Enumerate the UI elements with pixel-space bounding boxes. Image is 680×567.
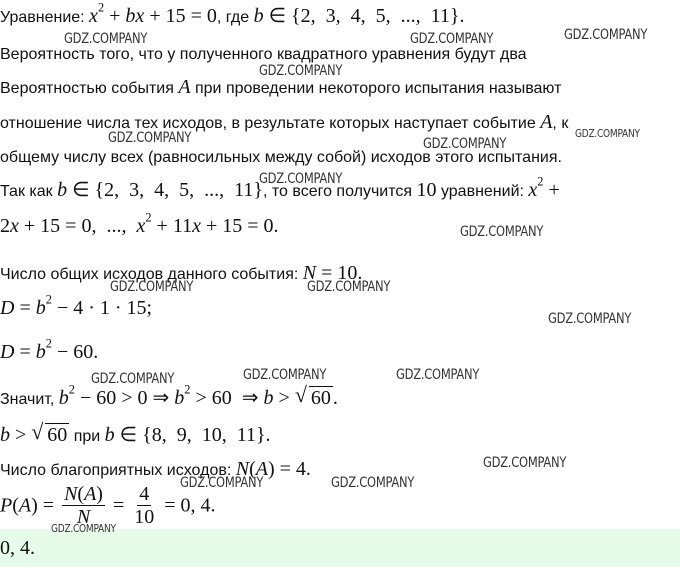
- ten-value: 10: [416, 179, 437, 201]
- probability-fraction: $\frac{N(A)}{N}$: [64, 483, 103, 528]
- b-set-formula: b ∈ {2, 3, 4, 5, ..., 11}.: [253, 5, 465, 27]
- total-outcomes-label: Число общих исходов данного события:: [0, 266, 303, 283]
- watermark: GDZ.COMPANY: [483, 455, 567, 471]
- watermark: GDZ.COMPANY: [410, 31, 494, 47]
- b-greater-sqrt: b > √ 60: [0, 419, 68, 446]
- watermark: GDZ.COMPANY: [110, 279, 194, 295]
- first-equation: $x^2$ +: [528, 174, 560, 201]
- discriminant-formula: $D = b^2 - 4 \cdot 1 \cdot 15$;: [0, 292, 153, 319]
- probability-formula: P(A) = $\frac{N(A)}{N}$ = $\frac{4}{10}$ = 0, 4.: [0, 483, 216, 528]
- watermark: GDZ.COMPANY: [564, 27, 648, 43]
- watermark: GDZ.COMPANY: [91, 371, 175, 387]
- watermark: GDZ.COMPANY: [64, 31, 148, 47]
- b-set-formula-2: b ∈ {2, 3, 4, 5, ..., 11}: [57, 179, 263, 201]
- probability-question-line: Вероятность того, что у полученного квадратного уравнения будут два: [0, 46, 527, 63]
- valid-b-line: [0, 419, 271, 447]
- watermark: GDZ.COMPANY: [243, 367, 327, 383]
- definition-text-2b: , к: [552, 115, 569, 132]
- definition-line-3: общему числу всех (равносильных между собой) исходов этого испытания.: [0, 149, 562, 166]
- n-equals-10: N = 10.: [302, 262, 363, 284]
- watermark: GDZ.COMPANY: [259, 171, 343, 187]
- watermark: GDZ.COMPANY: [259, 63, 343, 79]
- favorable-outcomes-label: Число благоприятных исходов:: [0, 462, 236, 479]
- watermark: GDZ.COMPANY: [575, 127, 640, 140]
- hence-label: Значит,: [0, 391, 59, 408]
- event-a-symbol-2: A: [540, 111, 553, 133]
- watermark: GDZ.COMPANY: [460, 224, 544, 240]
- inequality-line: [0, 382, 338, 410]
- n-a-equals-4: N(A) = 4.: [235, 458, 311, 480]
- at-label: при: [69, 428, 105, 445]
- since-label: Так как: [0, 183, 58, 200]
- valid-b-set: b ∈ {8, 9, 10, 11}.: [104, 424, 271, 446]
- definition-line-2: [0, 112, 568, 134]
- watermark: GDZ.COMPANY: [423, 136, 507, 152]
- definition-text-1b: при проведении некоторого испытания называют: [190, 80, 562, 97]
- favorable-outcomes-line: [0, 459, 311, 481]
- discriminant-simplified: $D = b^2 - 60$.: [0, 336, 99, 363]
- event-a-symbol: A: [178, 76, 191, 98]
- watermark: GDZ.COMPANY: [396, 367, 480, 383]
- equation-label: Уравнение:: [0, 9, 90, 26]
- numeric-fraction: $\frac{4}{10}$: [134, 483, 155, 528]
- inequality-formula: $b^2 - 60 > 0$ ⇒ $b^2 > 60$ ⇒ b > √ 60 .: [58, 382, 338, 409]
- watermark: GDZ.COMPANY: [180, 475, 264, 491]
- watermark: GDZ.COMPANY: [51, 522, 116, 535]
- equation-line: [0, 0, 465, 28]
- watermark: GDZ.COMPANY: [307, 279, 391, 295]
- answer-value: 0, 4.: [0, 537, 35, 559]
- where-label: , где: [216, 9, 254, 26]
- definition-text-1a: Вероятностью события: [0, 80, 179, 97]
- equation-formula: $x^2$ + bx + 15 = 0: [89, 0, 217, 27]
- watermark: GDZ.COMPANY: [108, 130, 192, 146]
- total-label: , то всего получится: [262, 183, 417, 200]
- definition-line-1: [0, 77, 561, 99]
- equations-list: 2x + 15 = 0, ..., $x^2 + 11x + 15 = 0$.: [0, 210, 279, 237]
- watermark: GDZ.COMPANY: [331, 475, 415, 491]
- definition-text-2a: отношение числа тех исходов, в результате которых наступает событие: [0, 115, 541, 132]
- watermark: GDZ.COMPANY: [548, 311, 632, 327]
- equations-label: уравнений:: [436, 183, 529, 200]
